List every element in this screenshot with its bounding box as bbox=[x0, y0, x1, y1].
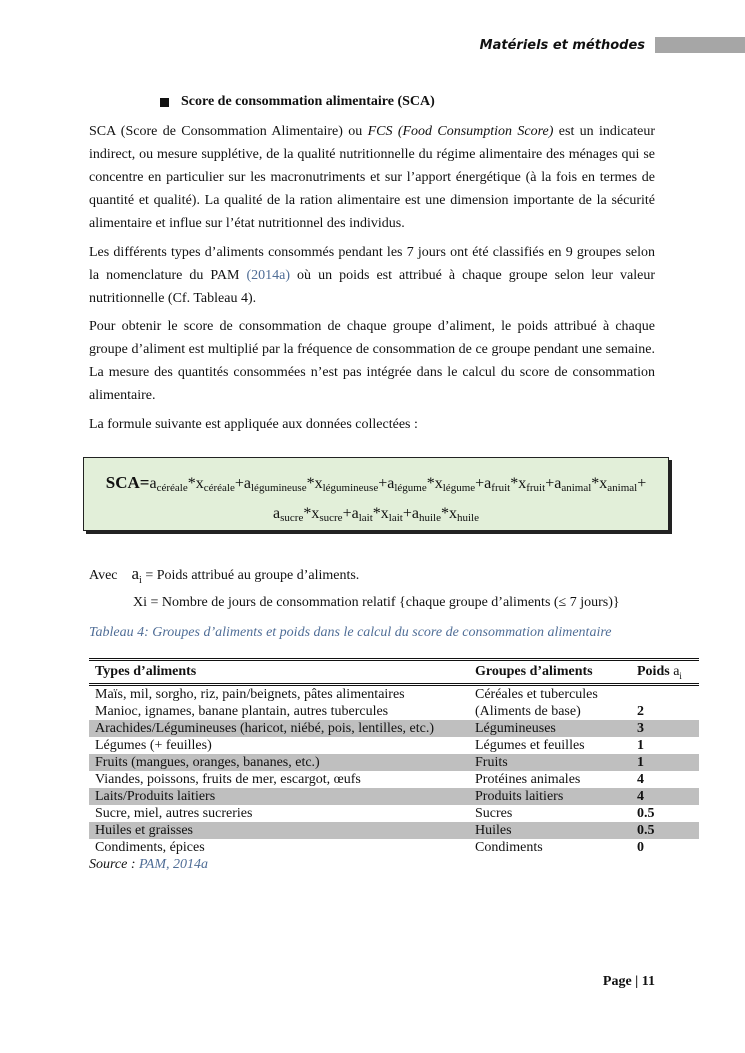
paragraph-score-method bbox=[89, 315, 655, 407]
table-row: Viandes, poissons, fruits de mer, escargot, œufs Protéines animales 4 bbox=[95, 772, 644, 787]
table-source bbox=[89, 857, 208, 873]
ai-symbol: a bbox=[131, 564, 140, 583]
formula-lhs: SCA= bbox=[105, 473, 150, 492]
header-poids: Poids $a_i$ bbox=[637, 663, 682, 681]
page-number-value: 11 bbox=[641, 974, 655, 989]
definition-ai bbox=[89, 564, 359, 586]
p1-text-italic: FCS (Food Consumption Score) bbox=[367, 124, 554, 139]
section-heading bbox=[160, 94, 435, 110]
table-row: Fruits (mangues, oranges, bananes, etc.) Fruits 1 bbox=[89, 754, 699, 771]
p1-text-a: SCA (Score de Consommation Alimentaire) ou bbox=[89, 124, 368, 139]
ai-subscript: i bbox=[139, 574, 142, 586]
source-label: Source : bbox=[89, 857, 140, 872]
p1-text-b: est un indicateur indirect, ou mesure supplétive, de la qualité nutritionnelle du régime alimentaire des ménages qui se concentre en particulier sur les macronutriments et sur l’apport énergétique (à la fois en termes de quantité et qualité). La qualité de la ration alimentaire est une dimension importante de la sécurité alimentaire et influe sur l’état nutritionnel des individus. bbox=[89, 124, 655, 231]
food-groups-table bbox=[89, 658, 699, 856]
table-caption: Tableau 4: Groupes d’aliments et poids dans le calcul du score de consommation alimentaire bbox=[89, 625, 612, 640]
p2-text-a: Les différents types d’aliments consommés pendant les 7 jours ont été classifiés en 9 groupes selon la nomenclature du PAM bbox=[89, 245, 655, 283]
p2-citation-link[interactable]: (2014a) bbox=[246, 268, 291, 283]
formula-line-2: $a_{sucre}*x_{sucre}+a_{lait}*x_{lait}+a_{huile}*x_{huile}$ bbox=[273, 505, 479, 524]
source-citation-link[interactable]: PAM, 2014a bbox=[139, 857, 208, 872]
header-title: Matériels et méthodes bbox=[479, 37, 645, 53]
table-row: Légumes (+ feuilles) Légumes et feuilles 1 bbox=[95, 738, 644, 753]
formula-box bbox=[83, 457, 669, 531]
table-row: Sucre, miel, autres sucreries Sucres 0.5 bbox=[95, 806, 655, 821]
paragraph-formula-intro bbox=[89, 413, 655, 436]
ai-definition-text: = Poids attribué au groupe d’aliments. bbox=[141, 568, 360, 583]
table-row: Manioc, ignames, banane plantain, autres tubercules (Aliments de base) 2 bbox=[95, 704, 644, 719]
page-header bbox=[480, 37, 745, 53]
p3-text: Pour obtenir le score de consommation de chaque groupe d’aliment, le poids attribué à chaque groupe d’aliment est multiplié par la fréquence de consommation de ce groupe pendant une semaine. La mesure des quantités consommées n’est pas intégrée dans le calcul du score de consommation alimentaire. bbox=[89, 319, 655, 403]
p2-text-b: où un poids est attribué à chaque groupe selon leur valeur nutritionnelle (Cf. Tableau 4). bbox=[89, 268, 655, 306]
header-types: Types d’aliments bbox=[95, 664, 197, 679]
p4-text: La formule suivante est appliquée aux données collectées : bbox=[89, 417, 418, 432]
header-groupes: Groupes d’aliments bbox=[475, 664, 593, 679]
section-heading-text: Score de consommation alimentaire (SCA) bbox=[181, 94, 435, 109]
paragraph-sca-definition bbox=[89, 120, 655, 235]
table-row: Arachides/Légumineuses (haricot, niébé, pois, lentilles, etc.) Légumineuses 3 bbox=[89, 720, 699, 737]
table-row: Huiles et graisses Huiles 0.5 bbox=[89, 822, 699, 839]
definition-xi: Xi = Nombre de jours de consommation relatif {chaque groupe d’aliments (≤ 7 jours)} bbox=[133, 595, 620, 610]
table-row: Laits/Produits laitiers Produits laitiers 4 bbox=[89, 788, 699, 805]
table-header-row bbox=[89, 660, 699, 685]
square-bullet-icon bbox=[160, 98, 169, 107]
header-bar bbox=[655, 37, 745, 53]
table-row: Maïs, mil, sorgho, riz, pain/beignets, pâtes alimentaires Céréales et tubercules bbox=[95, 687, 598, 702]
page-number bbox=[603, 974, 655, 990]
paragraph-food-groups bbox=[89, 241, 655, 310]
page-label: Page | bbox=[602, 974, 642, 989]
avec-label: Avec bbox=[89, 568, 118, 583]
table-row: Condiments, épices Condiments 0 bbox=[95, 840, 644, 855]
formula-line-1: $SCA=a_{céréale}*x_{céréale}+a_{légumineuse}*x_{légumineuse}+a_{légume}*x_{légume}+a_{fruit}*x_{fruit}+a_{animal}*x_{animal}+$ bbox=[105, 473, 647, 494]
